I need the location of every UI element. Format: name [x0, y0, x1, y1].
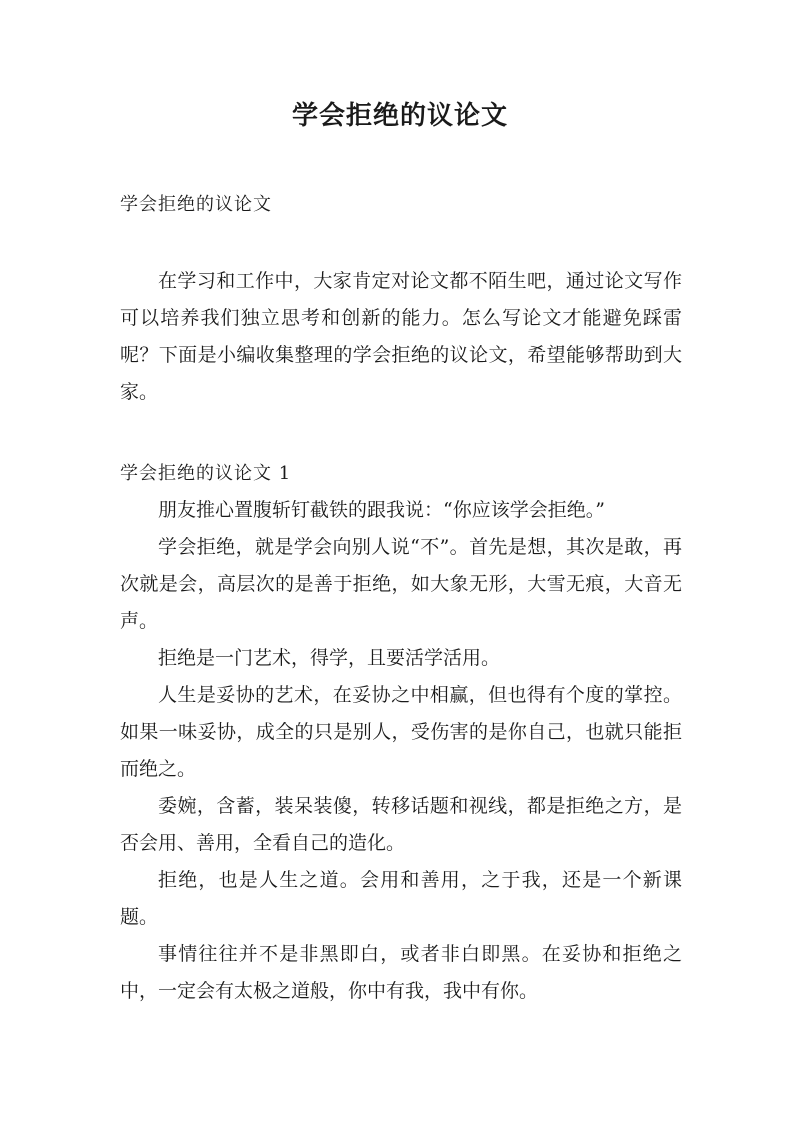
- body-paragraph: 拒绝是一门艺术，得学，且要活学活用。: [158, 647, 501, 669]
- section-heading: 学会拒绝的议论文 1: [120, 463, 292, 484]
- spacer: [120, 411, 682, 455]
- body-paragraph: 拒绝，也是人生之道。会用和善用，之于我，还是一个新课题。: [120, 869, 682, 928]
- body-paragraph: 朋友推心置腹斩钉截铁的跟我说：“你应该学会拒绝。”: [158, 499, 605, 521]
- document-subtitle: 学会拒绝的议论文: [120, 194, 272, 215]
- body-paragraph: 事情往往并不是非黑即白，或者非白即黑。在妥协和拒绝之中，一定会有太极之道般，你中有我，我中有你。: [120, 943, 682, 1002]
- document-body: [120, 186, 682, 1010]
- intro-paragraph: 在学习和工作中，大家肯定对论文都不陌生吧，通过论文写作可以培养我们独立思考和创新的能力。怎么写论文才能避免踩雷呢？下面是小编收集整理的学会拒绝的议论文，希望能够帮助到大家。: [120, 270, 682, 403]
- body-paragraph: 委婉，含蓄，装呆装傻，转移话题和视线，都是拒绝之方，是否会用、善用，全看自己的造化。: [120, 795, 682, 854]
- page-title: 学会拒绝的议论文: [291, 101, 508, 131]
- body-paragraph: 人生是妥协的艺术，在妥协之中相赢，但也得有个度的掌控。如果一味妥协，成全的只是别人，受伤害的是你自己，也就只能拒而绝之。: [120, 684, 682, 780]
- body-paragraph: 学会拒绝，就是学会向别人说“不”。首先是想，其次是敢，再次就是会，高层次的是善于拒绝，如大象无形，大雪无痕，大音无声。: [120, 536, 682, 632]
- spacer: [120, 223, 682, 263]
